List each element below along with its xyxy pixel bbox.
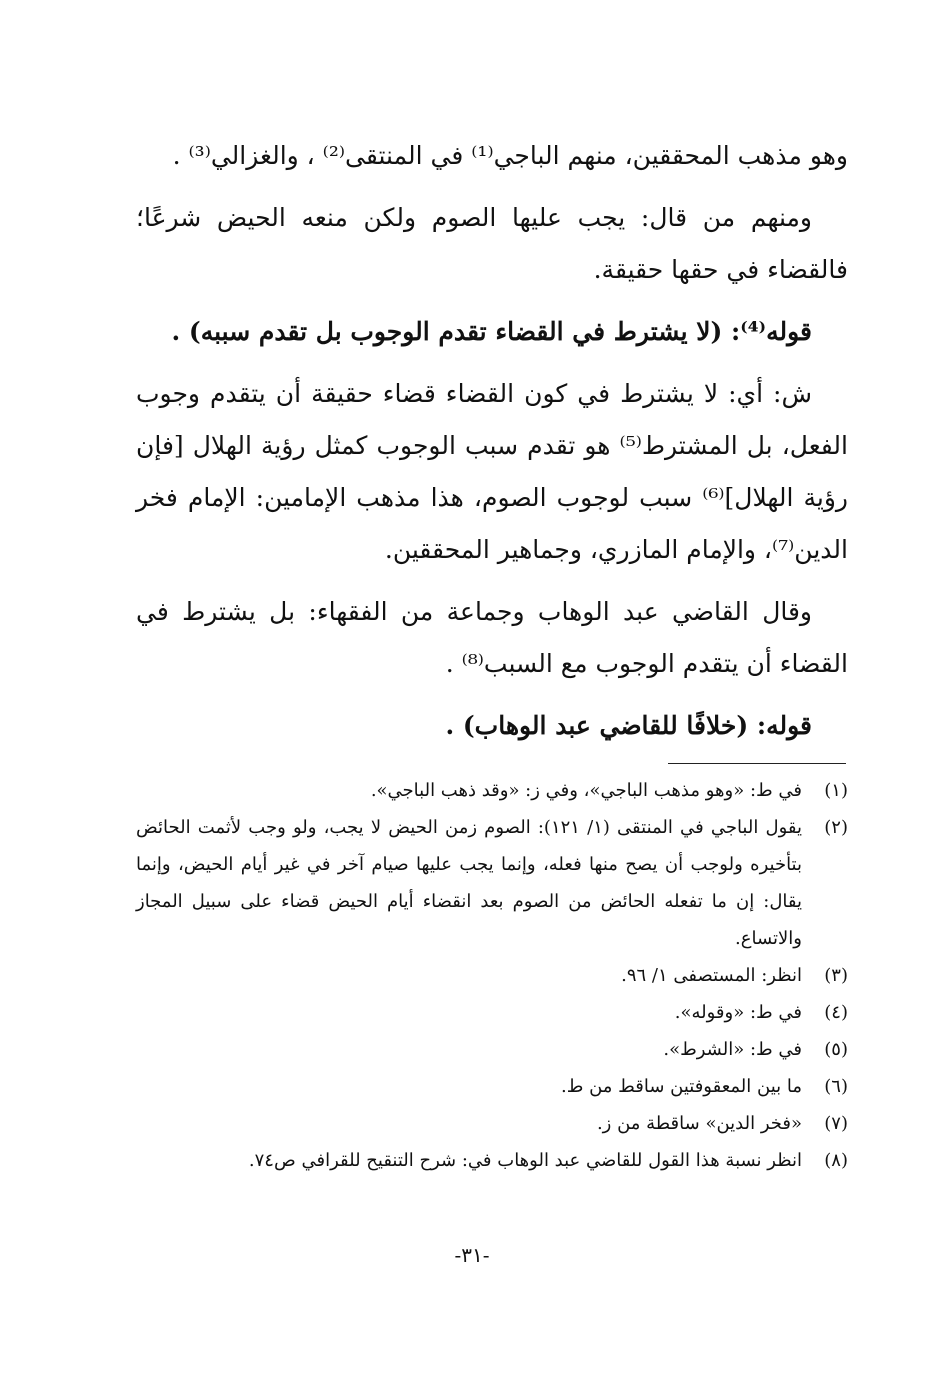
paragraph: وهو مذهب المحققين، منهم الباجي⁽¹⁾ في المنتقى⁽²⁾ ، والغزالي⁽³⁾ .	[172, 141, 848, 170]
footnote-number: (٥)	[824, 1039, 848, 1060]
footnote-number: (١)	[824, 780, 848, 801]
footnote	[136, 809, 848, 957]
footnote-text: «فخر الدين» ساقطة من ز.	[596, 1113, 802, 1134]
footnote	[136, 994, 848, 1031]
footnote-text: يقول الباجي في المنتقى (١/ ١٢١): الصوم زمن الحيض لا يجب، ولو وجب لأثمت الحائض بتأخيره ولوجب أن يصح منها فعله، وإنما يجب عليها صيام آخر في غير أيام الحيض، وإنما يقال: إن ما تفعله الحائض من الصوم بعد انقضاء أيام الحيض قضاء على سبيل المجاز والاتساع.	[136, 817, 802, 949]
page-number: -٣١-	[454, 1243, 490, 1267]
footnote-divider	[668, 763, 846, 764]
paragraph: ومنهم من قال: يجب عليها الصوم ولكن منعه الحيض شرعًا؛ فالقضاء في حقها حقيقة.	[136, 203, 848, 284]
footnote-number: (٨)	[824, 1150, 848, 1171]
footnote	[136, 772, 848, 809]
footnote-text: انظر نسبة هذا القول للقاضي عبد الوهاب في: شرح التنقيح للقرافي ص٧٤.	[248, 1150, 802, 1171]
main-text	[136, 130, 848, 762]
footnote-text: في ط: «الشرط».	[663, 1039, 802, 1060]
footnote-number: (٦)	[824, 1076, 848, 1097]
footnote-number: (٤)	[824, 1002, 848, 1023]
paragraph: وقال القاضي عبد الوهاب وجماعة من الفقهاء: بل يشترط في القضاء أن يتقدم الوجوب مع السبب⁽⁸⁾ .	[136, 597, 848, 678]
footnote	[136, 1068, 848, 1105]
footnote	[136, 1142, 848, 1179]
footnote	[136, 1105, 848, 1142]
footnote-text: انظر: المستصفى ١/ ٩٦.	[621, 965, 802, 986]
footnote-text: ما بين المعقوفتين ساقط من ط.	[561, 1076, 802, 1097]
footnote-number: (٧)	[824, 1113, 848, 1134]
footnotes	[136, 772, 848, 1179]
quoted-statement: قوله⁽⁴⁾: (لا يشترط في القضاء تقدم الوجوب بل تقدم سببه) .	[171, 317, 812, 346]
footnote	[136, 1031, 848, 1068]
paragraph: ش: أي: لا يشترط في كون القضاء قضاء حقيقة أن يتقدم وجوب الفعل، بل المشترط⁽⁵⁾ هو تقدم سبب الوجوب كمثل رؤية الهلال [فإن رؤية الهلال]⁽⁶⁾ سبب لوجوب الصوم، هذا مذهب الإمامين: الإمام فخر الدين⁽⁷⁾، والإمام المازري، وجماهير المحققين.	[136, 379, 849, 564]
footnote-number: (٢)	[824, 817, 848, 838]
footnote	[136, 957, 848, 994]
quoted-statement: قوله: (خلافًا للقاضي عبد الوهاب) .	[445, 711, 812, 740]
footnote-text: في ط: «وهو مذهب الباجي»، وفي ز: «وقد ذهب الباجي».	[370, 780, 802, 801]
footnote-text: في ط: «وقوله».	[674, 1002, 802, 1023]
footnote-number: (٣)	[824, 965, 848, 986]
